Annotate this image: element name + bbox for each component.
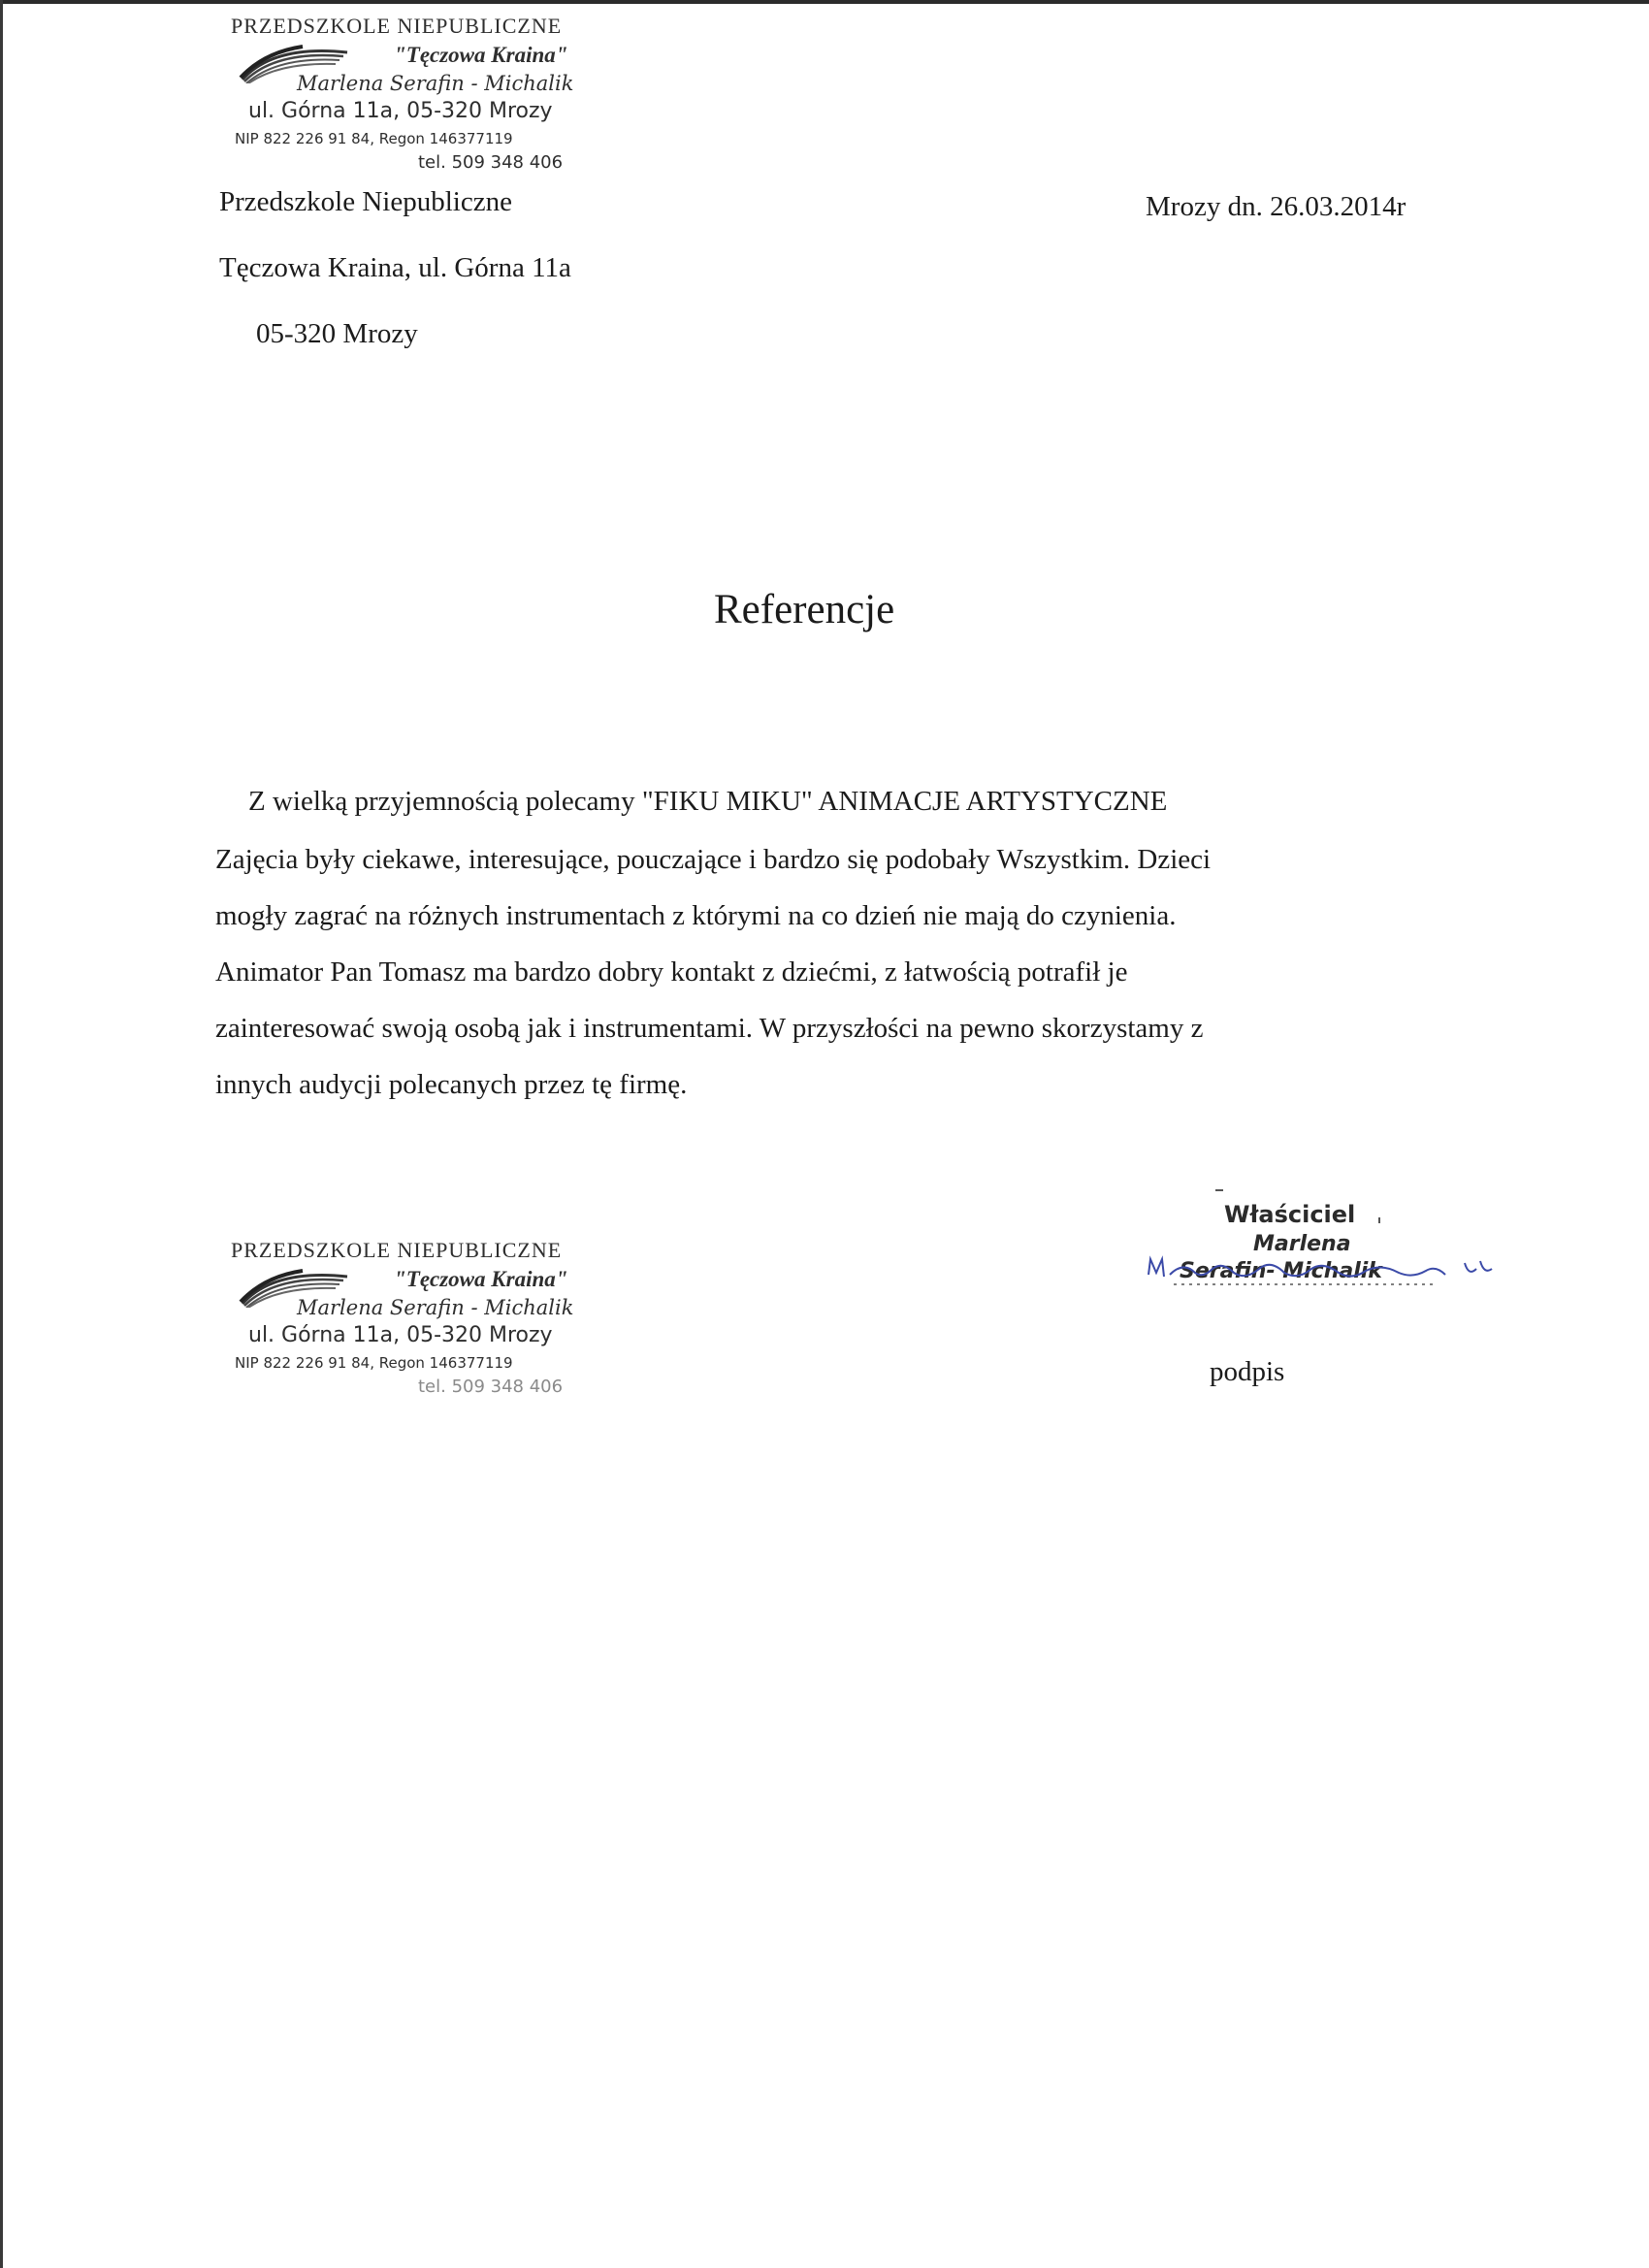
stamp-school-name: "Tęczowa Kraina" — [394, 43, 568, 67]
owner-last-name: Serafin- Michalik — [1180, 1259, 1382, 1283]
body-line-5: zainteresować swoją osobą jak i instrumentami. W przyszłości na pewno skorzystamy z — [215, 1013, 1204, 1044]
document-title: Referencje — [714, 587, 895, 632]
signature-caption: podpis — [1210, 1356, 1285, 1387]
body-line-3: mogły zagrać na różnych instrumentach z którymi na co dzień nie mają do czynienia. — [215, 900, 1177, 931]
stamp-phone: tel. 509 348 406 — [418, 1377, 564, 1397]
body-line-6: innych audycji polecanych przez tę firmę. — [215, 1069, 688, 1100]
owner-signature-block — [1145, 1191, 1513, 1317]
handwritten-signature — [1145, 1240, 1513, 1308]
body-line-1: Z wielką przyjemnością polecamy "FIKU MIKU" ANIMACJE ARTYSTYCZNE — [248, 786, 1168, 817]
stamp-phone: tel. 509 348 406 — [418, 152, 564, 173]
body-line-4: Animator Pan Tomasz ma bardzo dobry kontakt z dziećmi, z łatwością potrafił je — [215, 956, 1128, 988]
stamp-heading: PRZEDSZKOLE NIEPUBLICZNE — [231, 1238, 563, 1262]
body-line-2: Zajęcia były ciekawe, interesujące, pouczające i bardzo się podobały Wszystkim. Dzieci — [215, 844, 1212, 875]
stamp-nip-regon: NIP 822 226 91 84, Regon 146377119 — [235, 130, 513, 147]
sender-line-1: Przedszkole Niepubliczne — [219, 186, 512, 217]
stamp-school-name: "Tęczowa Kraina" — [394, 1267, 568, 1291]
document-date: Mrozy dn. 26.03.2014r — [1146, 191, 1406, 222]
sender-line-3: 05-320 Mrozy — [256, 318, 418, 349]
sender-line-2: Tęczowa Kraina, ul. Górna 11a — [219, 252, 571, 283]
stamp-top — [231, 14, 629, 188]
stamp-bottom — [231, 1238, 629, 1412]
scan-edge-top — [0, 0, 1649, 4]
scan-edge-left — [0, 0, 3, 2268]
owner-role: Właściciel — [1224, 1201, 1356, 1228]
stamp-owner: Marlena Serafin - Michalik — [297, 72, 574, 95]
stamp-address: ul. Górna 11a, 05-320 Mrozy — [248, 1323, 553, 1347]
owner-first-name: Marlena — [1253, 1232, 1351, 1256]
stamp-address: ul. Górna 11a, 05-320 Mrozy — [248, 99, 553, 123]
stamp-nip-regon: NIP 822 226 91 84, Regon 146377119 — [235, 1354, 513, 1372]
stamp-owner: Marlena Serafin - Michalik — [297, 1296, 574, 1319]
stamp-tick-mark — [1215, 1189, 1223, 1191]
stamp-tick-mark — [1378, 1217, 1380, 1223]
stamp-heading: PRZEDSZKOLE NIEPUBLICZNE — [231, 14, 563, 38]
